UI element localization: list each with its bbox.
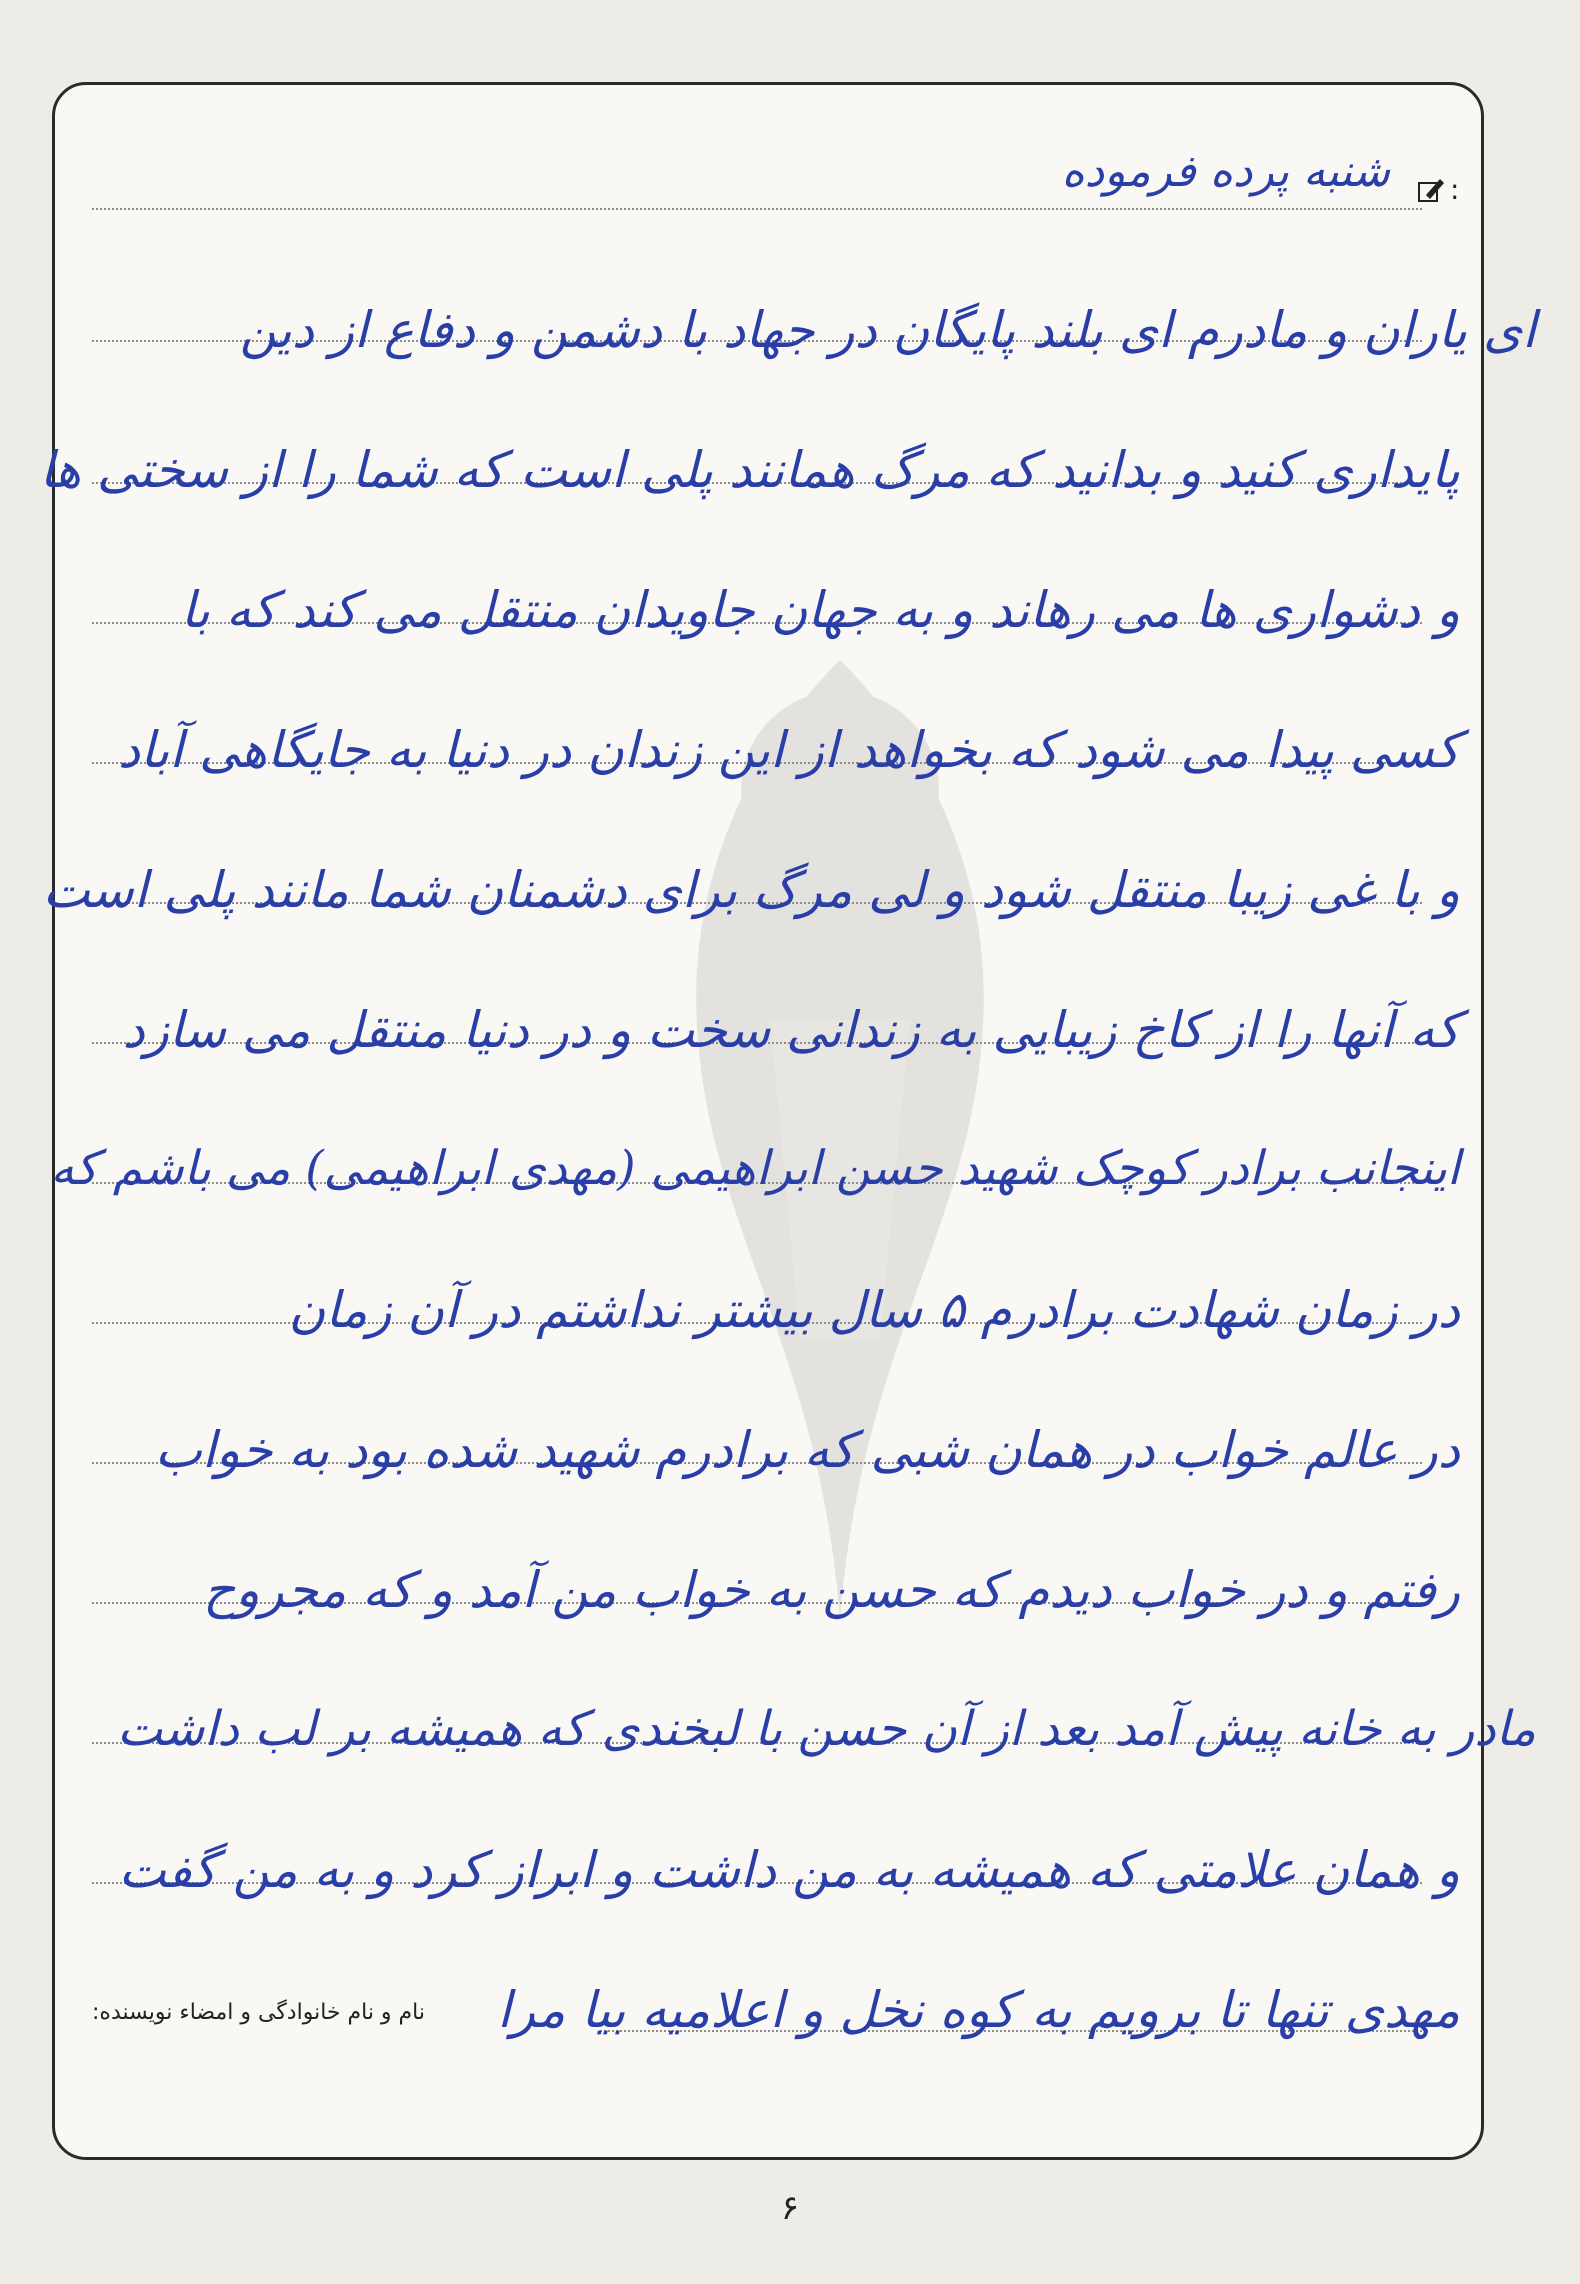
page-number: ۶	[780, 2188, 800, 2228]
handwritten-line: کسی پیدا می شود که بخواهد از این زندان در دنیا به جایگاهی آباد	[117, 721, 1460, 779]
handwritten-line: در عالم خواب در همان شبی که برادرم شهید شده بود به خواب	[154, 1421, 1460, 1479]
handwritten-line: پایداری کنید و بدانید که مرگ همانند پلی است که شما را از سختی ها	[39, 441, 1460, 499]
ruled-line	[92, 208, 1422, 210]
subject-colon: :	[1450, 173, 1460, 206]
handwritten-line: مهدی تنها تا برویم به کوه نخل و اعلامیه بیا مرا	[497, 1981, 1460, 2039]
handwritten-line: اینجانب برادر کوچک شهید حسن ابراهیمی (مهدی ابراهیمی) می باشم که	[50, 1141, 1460, 1196]
handwritten-line: مادر به خانه پیش آمد بعد از آن حسن با لبخندی که همیشه بر لب داشت	[116, 1701, 1536, 1757]
handwritten-line: ای یاران و مادرم ای بلند پایگان در جهاد با دشمن و دفاع از دین	[239, 301, 1536, 359]
author-signature-label: نام و نام خانوادگی و امضاء نویسنده:	[92, 2000, 425, 2025]
handwritten-subject: شنبه پرده فرموده	[1061, 146, 1390, 197]
handwritten-line: در زمان شهادت برادرم ۵ سال بیشتر نداشتم در آن زمان	[288, 1281, 1460, 1339]
handwritten-line: رفتم و در خواب دیدم که حسن به خواب من آمد و که مجروح	[203, 1561, 1460, 1619]
handwritten-line: و همان علامتی که همیشه به من داشت و ابراز کرد و به من گفت	[118, 1841, 1460, 1899]
handwritten-line: که آنها را از کاخ زیبایی به زندانی سخت و در دنیا منتقل می سازد	[122, 1001, 1460, 1059]
subject-label	[1416, 170, 1466, 210]
pen-note-icon	[1416, 175, 1446, 205]
handwritten-line: و دشواری ها می رهاند و به جهان جاویدان منتقل می کند که با	[180, 581, 1460, 639]
handwritten-line: و با غی زیبا منتقل شود و لی مرگ برای دشمنان شما مانند پلی است	[42, 861, 1460, 919]
